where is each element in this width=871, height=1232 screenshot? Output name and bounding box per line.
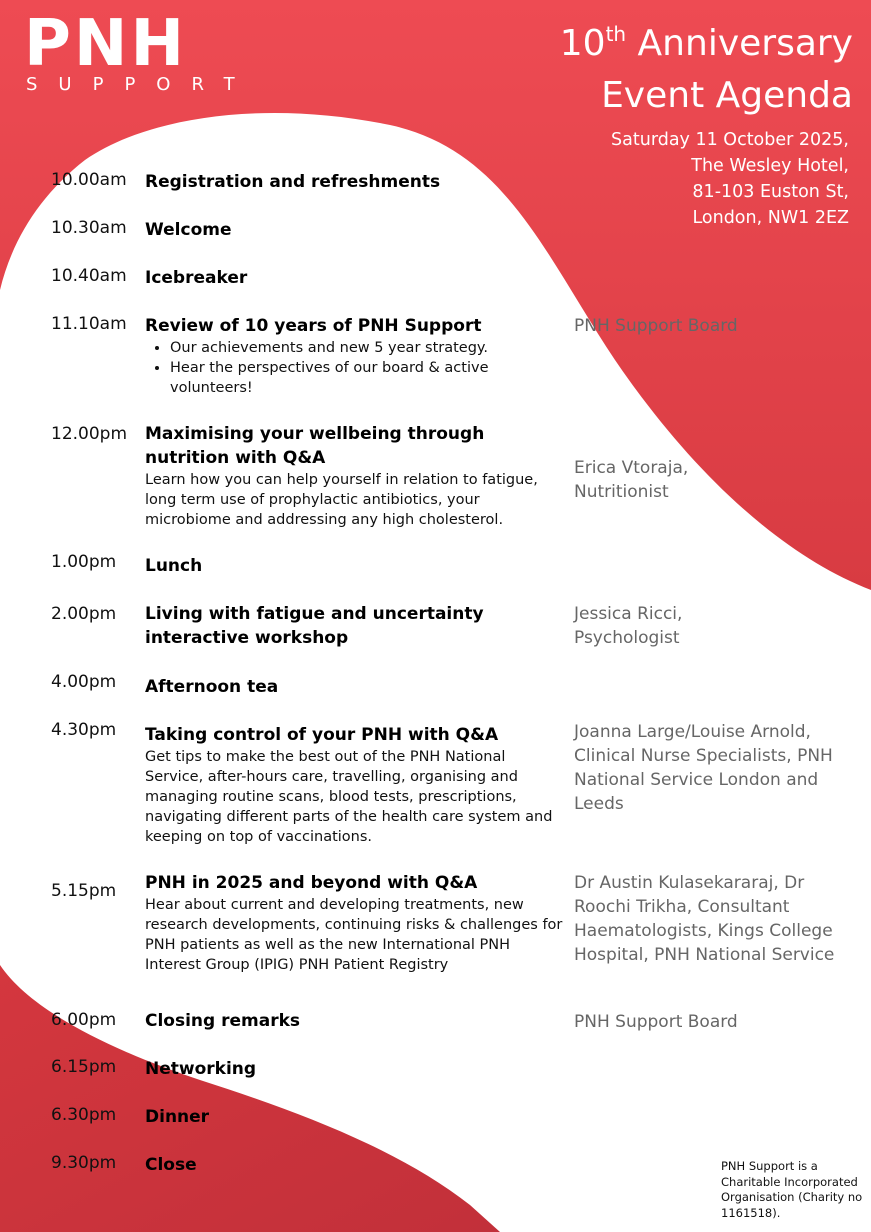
- agenda-time: 10.40am: [51, 266, 127, 286]
- agenda-title: Closing remarks: [145, 1011, 301, 1031]
- agenda-speaker: Erica Vtoraja, Nutritionist: [574, 458, 689, 502]
- agenda-time: 6.15pm: [51, 1057, 117, 1077]
- agenda-time: 4.00pm: [51, 672, 117, 692]
- agenda-title: Maximising your wellbeing through nutrition with Q&A: [145, 424, 485, 468]
- logo-subtitle: SUPPORT: [26, 74, 256, 95]
- agenda-speaker: PNH Support Board: [574, 1012, 738, 1032]
- agenda-time: 6.30pm: [51, 1105, 117, 1125]
- agenda-title: Networking: [145, 1059, 257, 1079]
- charity-note: PNH Support is a Charitable Incorporated Organisation (Charity no 1161518).: [721, 1159, 863, 1220]
- bullet-item: • Our achievements and new 5 year strategy.: [170, 338, 565, 358]
- agenda-time: 4.30pm: [51, 720, 117, 740]
- title-line-2: Event Agenda: [601, 75, 853, 116]
- agenda-title: Dinner: [145, 1107, 210, 1127]
- agenda-time: 12.00pm: [51, 424, 128, 444]
- logo-wordmark: PNH: [24, 7, 188, 81]
- agenda-time: 2.00pm: [51, 604, 117, 624]
- agenda-speaker: Joanna Large/Louise Arnold, Clinical Nurse Specialists, PNH National Service London and Leeds: [574, 722, 833, 814]
- page-title: [560, 18, 853, 122]
- agenda-title: Icebreaker: [145, 268, 248, 288]
- event-info: [611, 127, 849, 231]
- agenda-time: 5.15pm: [51, 881, 117, 901]
- agenda-time: 9.30pm: [51, 1153, 117, 1173]
- agenda-time: 1.00pm: [51, 552, 117, 572]
- agenda-title: PNH in 2025 and beyond with Q&A: [145, 873, 478, 893]
- agenda-speaker: Jessica Ricci, Psychologist: [574, 604, 683, 648]
- agenda-title: Living with fatigue and uncertainty interactive workshop: [145, 604, 484, 648]
- agenda-description: Learn how you can help yourself in relation to fatigue, long term use of prophylactic antibiotics, your microbiome and addressing any high cholesterol.: [145, 472, 538, 528]
- agenda-title: Review of 10 years of PNH Support: [145, 316, 482, 336]
- agenda-title: Afternoon tea: [145, 677, 279, 697]
- agenda-description: Get tips to make the best out of the PNH National Service, after-hours care, travelling, organising and managing routine scans, blood tests, prescriptions, navigating different parts of the health care system and keeping on top of vaccinations.: [145, 749, 553, 845]
- agenda-title: Welcome: [145, 220, 232, 240]
- event-date: Saturday 11 October 2025,: [611, 130, 849, 150]
- pnh-support-logo: [24, 7, 256, 98]
- agenda-time: 10.00am: [51, 170, 127, 190]
- agenda-title: Registration and refreshments: [145, 172, 441, 192]
- agenda-bullets: [145, 338, 565, 398]
- event-street: 81-103 Euston St,: [692, 182, 849, 202]
- event-city: London, NW1 2EZ: [692, 208, 849, 228]
- agenda-time: 6.00pm: [51, 1010, 117, 1030]
- event-venue: The Wesley Hotel,: [691, 156, 849, 176]
- agenda-title: Close: [145, 1155, 197, 1175]
- bottom-red-wave: [0, 965, 500, 1232]
- agenda-title: Taking control of your PNH with Q&A: [145, 725, 499, 745]
- agenda-description: Hear about current and developing treatments, new research developments, continuing risks & challenges for PNH patients as well as the new International PNH Interest Group (IPIG) PNH Patient Registry: [145, 897, 563, 973]
- agenda-time: 10.30am: [51, 218, 127, 238]
- agenda-speaker: PNH Support Board: [574, 316, 738, 336]
- agenda-title: Lunch: [145, 556, 203, 576]
- bullet-item: • Hear the perspectives of our board & active volunteers!: [170, 358, 565, 398]
- agenda-time: 11.10am: [51, 314, 127, 334]
- title-line-1: 10th Anniversary: [559, 22, 853, 64]
- agenda-speaker: Dr Austin Kulasekararaj, Dr Roochi Trikha, Consultant Haematologists, Kings College Hospital, PNH National Service: [574, 873, 835, 965]
